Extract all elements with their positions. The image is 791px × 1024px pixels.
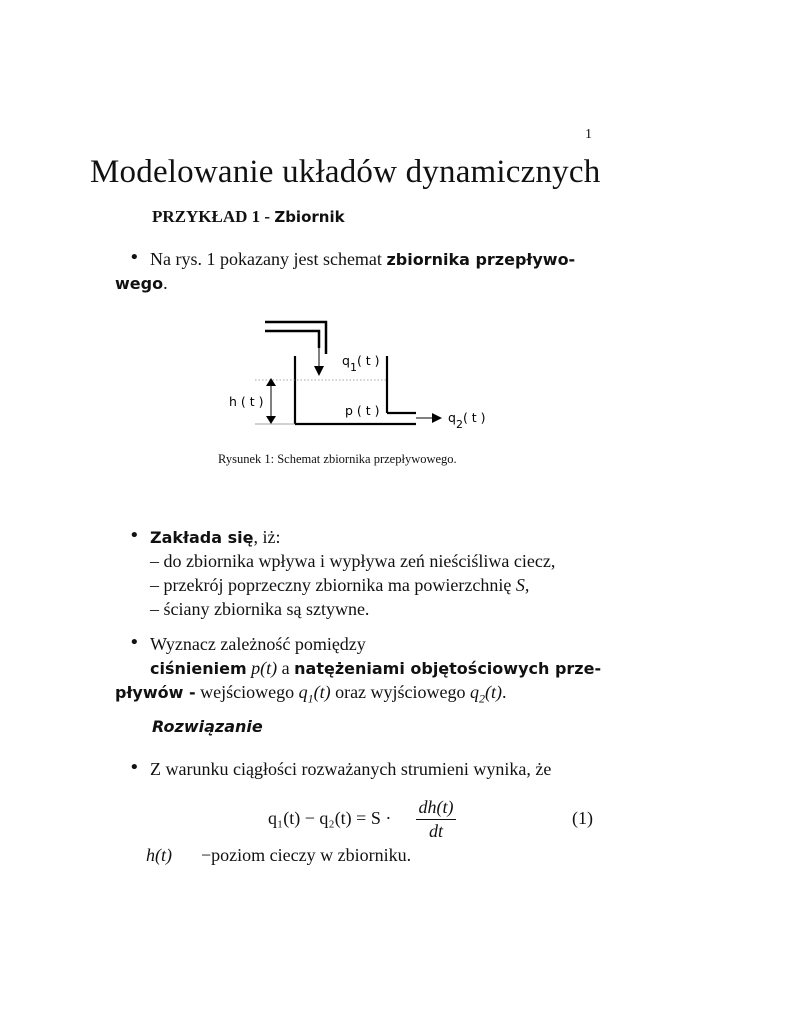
task-q1-symbol: $q_1(t)$ (298, 682, 331, 706)
task-line1: Wyznacz zależność pomiędzy (150, 634, 366, 654)
fraction-numerator: dh(t) (416, 796, 456, 820)
page-title: Modelowanie układów dynamicznych (90, 154, 601, 190)
h-description: −poziom cieczy w zbiorniku. (201, 845, 412, 865)
task-text1: wejściowego (195, 682, 299, 702)
task-q2-symbol: $q_2(t)$ (470, 682, 503, 706)
label-q1: q1( t ) (342, 353, 380, 374)
bullet-1: • (129, 247, 140, 268)
outflow-arrow-head (432, 413, 442, 423)
bullet-4: • (129, 757, 140, 778)
equation-lhs: q₁(t) − q₂(t) = S · (268, 808, 392, 828)
intro-text-b: . (163, 273, 168, 293)
intro-paragraph-line2 (115, 271, 168, 296)
task-end: . (502, 682, 507, 702)
solution-heading: Rozwiązanie (152, 717, 263, 736)
assumptions-lead-rest: , iż: (253, 527, 281, 547)
task-bold2: natężeniami objętościowych prze- (294, 659, 602, 678)
assumption-item (150, 573, 529, 597)
assumption-item-text: – przekrój poprzeczny zbiornika ma powierzchnię (150, 575, 516, 595)
task-text2: oraz wyjściowego (330, 682, 471, 702)
task-bold1: ciśnieniem (150, 659, 247, 678)
task-bold3: pływów - (115, 683, 196, 702)
continuity-statement: Z warunku ciągłości rozważanych strumieni wynika, że (150, 759, 552, 779)
assumption-item: – ściany zbiornika są sztywne. (150, 599, 370, 619)
assumptions-lead (150, 525, 280, 550)
bullet-2: • (129, 525, 140, 546)
intro-bold-b: wego (115, 274, 164, 293)
area-symbol: S (515, 575, 525, 595)
assumptions-lead-bold: Zakłada się (150, 528, 254, 547)
height-arrow-bottom (266, 416, 276, 424)
label-p: p ( t ) (345, 403, 380, 418)
equation-number: (1) (572, 808, 593, 828)
inlet-pipe-outer (265, 322, 326, 354)
height-arrow-top (266, 378, 276, 386)
task-p-symbol: p(t) (251, 658, 278, 678)
example-heading-prefix: PRZYKŁAD 1 - (152, 207, 275, 226)
bullet-3: • (129, 632, 140, 653)
equation-fraction (416, 796, 456, 842)
task-line3 (115, 680, 507, 711)
page-number: 1 (585, 127, 592, 142)
label-h: h ( t ) (229, 394, 264, 409)
intro-paragraph (150, 247, 610, 272)
tank-diagram (220, 318, 510, 436)
inlet-pipe-inner (265, 331, 319, 348)
label-q2: q2( t ) (448, 410, 486, 431)
intro-text-a: Na rys. 1 pokazany jest schemat (150, 249, 387, 269)
figure-caption: Rysunek 1: Schemat zbiornika przepływowego. (218, 452, 457, 466)
fraction-denominator: dt (428, 821, 443, 841)
intro-bold-a: zbiornika przepływo- (386, 250, 576, 269)
task-a: a (277, 658, 295, 678)
task-line2 (150, 656, 601, 681)
inflow-arrow-head (314, 366, 324, 376)
h-symbol: h(t) (146, 845, 172, 865)
assumption-item: – do zbiornika wpływa i wypływa zeń nieściśliwa ciecz, (150, 551, 556, 571)
example-heading-name: Zbiornik (274, 208, 345, 226)
example-heading (152, 207, 345, 227)
assumption-item-end: , (524, 575, 530, 595)
